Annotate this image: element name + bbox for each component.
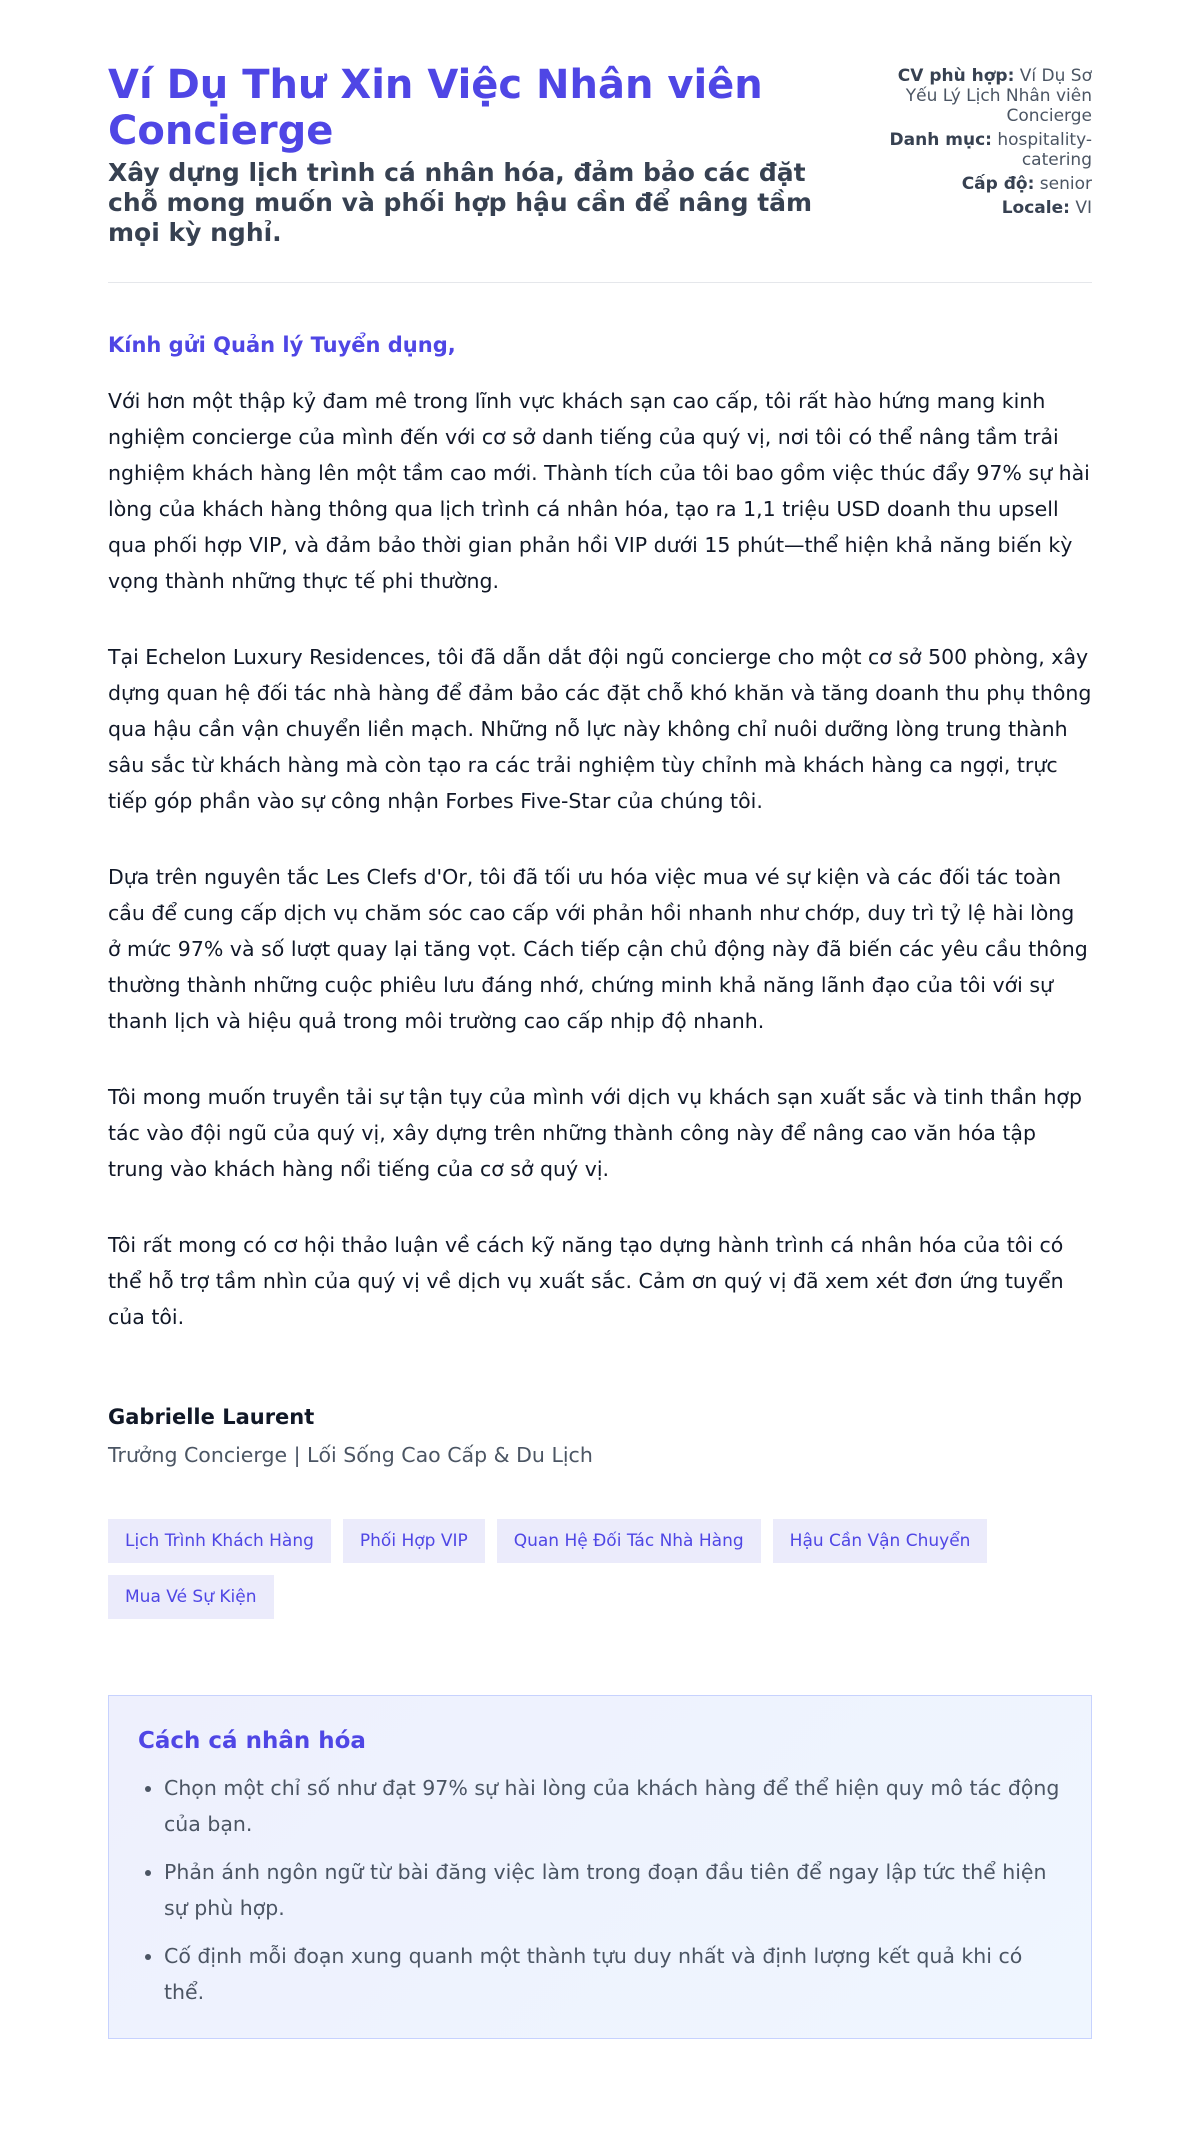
page-header <box>108 62 1092 248</box>
meta-key: CV phù hợp: <box>897 66 1015 86</box>
meta-value: Ví Dụ Sơ Yếu Lý Lịch Nhân viên Concierge <box>905 66 1092 126</box>
meta-key: Danh mục: <box>889 130 992 150</box>
meta-category <box>867 130 1092 170</box>
tip-item: • Chọn một chỉ số như đạt 97% sự hài lòng của khách hàng để thể hiện quy mô tác động của bạn. <box>164 1770 1062 1842</box>
meta-value: senior <box>1039 174 1092 194</box>
skill-tag: Quan Hệ Đối Tác Nhà Hàng <box>497 1519 761 1563</box>
header-divider <box>108 282 1092 283</box>
letter-paragraph: Với hơn một thập kỷ đam mê trong lĩnh vực khách sạn cao cấp, tôi rất hào hứng mang kinh nghiệm concierge của mình đến với cơ sở danh tiếng của quý vị, nơi tôi có thể nâng tầm trải nghiệm khách hàng lên một tầm cao mới. Thành tích của tôi bao gồm việc thúc đẩy 97% sự hài lòng của khách hàng thông qua lịch trình cá nhân hóa, tạo ra 1,1 triệu USD doanh thu upsell qua phối hợp VIP, và đảm bảo thời gian phản hồi VIP dưới 15 phút—thể hiện khả năng biến kỳ vọng thành những thực tế phi thường. <box>108 389 1090 593</box>
skill-tag: Mua Vé Sự Kiện <box>108 1575 274 1619</box>
letter-paragraph: Tại Echelon Luxury Residences, tôi đã dẫn dắt đội ngũ concierge cho một cơ sở 500 phòng, xây dựng quan hệ đối tác nhà hàng để đảm bảo các đặt chỗ khó khăn và tăng doanh thu phụ thông qua hậu cần vận chuyển liền mạch. Những nỗ lực này không chỉ nuôi dưỡng lòng trung thành sâu sắc từ khách hàng mà còn tạo ra các trải nghiệm tùy chỉnh mà khách hàng ca ngợi, trực tiếp góp phần vào sự công nhận Forbes Five-Star của chúng tôi. <box>108 645 1092 813</box>
signature-title: Trưởng Concierge | Lối Sống Cao Cấp & Du Lịch <box>108 1443 593 1467</box>
skill-tag: Hậu Cần Vận Chuyển <box>773 1519 988 1563</box>
tip-item: • Phản ánh ngôn ngữ từ bài đăng việc làm trong đoạn đầu tiên để ngay lập tức thể hiện sự phù hợp. <box>164 1854 1062 1926</box>
skill-tag: Phối Hợp VIP <box>343 1519 485 1563</box>
letter-body <box>108 333 1092 1335</box>
meta-matching-cv <box>867 66 1092 126</box>
meta-value: hospitality-catering <box>997 130 1092 170</box>
meta-key: Cấp độ: <box>961 174 1035 194</box>
page-subtitle: Xây dựng lịch trình cá nhân hóa, đảm bảo các đặt chỗ mong muốn và phối hợp hậu cần để nâng tầm mọi kỳ nghỉ. <box>108 158 813 247</box>
signature-block <box>108 1405 1092 1467</box>
signature-name: Gabrielle Laurent <box>108 1405 315 1429</box>
tips-heading: Cách cá nhân hóa <box>138 1728 366 1754</box>
meta-locale <box>867 198 1092 218</box>
letter-paragraph: Tôi rất mong có cơ hội thảo luận về cách kỹ năng tạo dựng hành trình cá nhân hóa của tôi có thể hỗ trợ tầm nhìn của quý vị về dịch vụ xuất sắc. Cảm ơn quý vị đã xem xét đơn ứng tuyển của tôi. <box>108 1233 1064 1329</box>
skill-tag: Lịch Trình Khách Hàng <box>108 1519 331 1563</box>
tips-list <box>138 1770 1062 2010</box>
letter-paragraph: Dựa trên nguyên tắc Les Clefs d'Or, tôi đã tối ưu hóa việc mua vé sự kiện và các đối tác toàn cầu để cung cấp dịch vụ chăm sóc cao cấp với phản hồi nhanh như chớp, duy trì tỷ lệ hài lòng ở mức 97% và số lượt quay lại tăng vọt. Cách tiếp cận chủ động này đã biến các yêu cầu thông thường thành những cuộc phiêu lưu đáng nhớ, chứng minh khả năng lãnh đạo của tôi với sự thanh lịch và hiệu quả trong môi trường cao cấp nhịp độ nhanh. <box>108 865 1088 1033</box>
meta-key: Locale: <box>1001 198 1070 218</box>
meta-level <box>867 174 1092 194</box>
tip-item: • Cố định mỗi đoạn xung quanh một thành tựu duy nhất và định lượng kết quả khi có thể. <box>164 1938 1062 2010</box>
personalization-tips-box <box>108 1695 1092 2039</box>
header-titles <box>108 62 848 248</box>
meta-panel <box>867 66 1092 222</box>
meta-value: VI <box>1075 198 1092 218</box>
page-title: Ví Dụ Thư Xin Việc Nhân viên Concierge <box>108 62 763 154</box>
letter-greeting: Kính gửi Quản lý Tuyển dụng, <box>108 333 456 357</box>
skill-tags <box>108 1519 1008 1619</box>
letter-paragraph: Tôi mong muốn truyền tải sự tận tụy của mình với dịch vụ khách sạn xuất sắc và tinh thần hợp tác vào đội ngũ của quý vị, xây dựng trên những thành công này để nâng cao văn hóa tập trung vào khách hàng nổi tiếng của cơ sở quý vị. <box>108 1085 1082 1181</box>
